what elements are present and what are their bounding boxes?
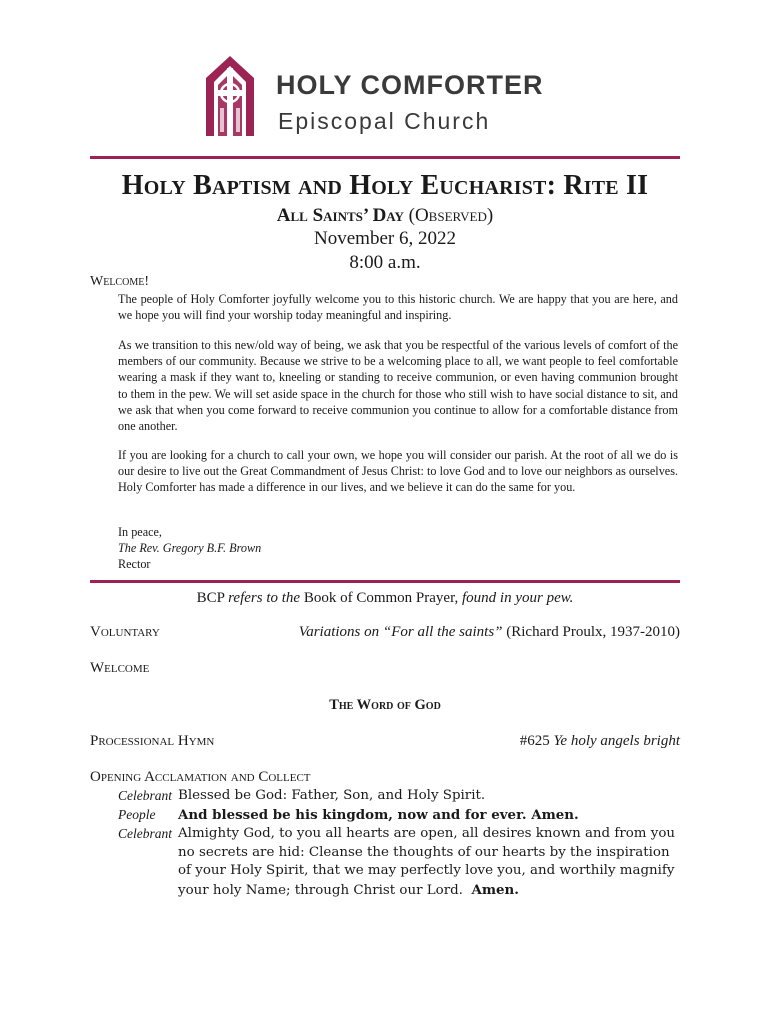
liturgy-text: Blessed be God: Father, Son, and Holy Spirit.	[178, 788, 486, 803]
welcome-item: Welcome	[90, 660, 150, 676]
processional-label: Processional Hymn	[90, 733, 215, 749]
divider-top	[90, 156, 680, 159]
letter-closing: In peace,	[118, 525, 162, 539]
welcome-heading: Welcome!	[90, 274, 149, 289]
letter-signer: The Rev. Gregory B.F. Brown	[118, 541, 262, 555]
collect-text: Almighty God, to you all hearts are open, all desires known and from you no secrets are hid: Cleanse the thoughts of our hearts by the inspiration of your Holy Spirit, that we may perfectly love you, and worthily magnify your holy Name; through Christ our Lord.	[178, 826, 676, 898]
hymn-title: Ye holy angels bright	[553, 733, 680, 749]
liturgy-text: And blessed be his kingdom, now and for ever. Amen.	[178, 807, 579, 823]
occasion-note: (Observed)	[408, 205, 494, 226]
voluntary-detail	[299, 624, 680, 641]
divider-middle	[90, 580, 680, 583]
welcome-paragraph: If you are looking for a church to call your own, we hope you will consider our parish. At the root of all we do is our desire to live out the Great Commandment of Jesus Christ: to love God and to love our neighbors as ourselves. Holy Comforter has made a difference in our lives, and we believe it can do the same for you.	[118, 448, 678, 495]
bcp-found: found in your pew.	[461, 590, 574, 606]
voluntary-label: Voluntary	[90, 624, 160, 640]
bcp-note	[0, 590, 770, 607]
collect-response: Amen.	[471, 881, 519, 898]
bcp-refers: refers to the	[228, 590, 301, 606]
letter-signer-title: Rector	[118, 557, 151, 571]
bcp-abbrev: BCP	[196, 590, 225, 606]
welcome-paragraph: As we transition to this new/old way of being, we ask that you be respectful of the various levels of comfort of the members of our community. Because we strive to be a welcoming place to all, we want people to feel comfortable wearing a mask if they want to, kneeling or standing to receive communion, or even having communion brought to them in the pew. We will set aside space in the church for those who still wish to have social distance to sit, and we ask that when you come forward to receive communion you continue to allow for a comfortable distance from one another.	[118, 338, 678, 434]
voluntary-title: Variations on “For all the saints”	[298, 624, 503, 640]
voluntary-composer: (Richard Proulx, 1937-2010)	[506, 624, 680, 640]
speaker-label: People	[118, 807, 156, 822]
liturgy-text	[178, 825, 682, 900]
service-date: November 6, 2022	[314, 228, 456, 249]
speaker-label: Celebrant	[118, 788, 172, 803]
church-subtitle: Episcopal Church	[278, 108, 491, 134]
service-time: 8:00 a.m.	[349, 252, 421, 273]
church-name: HOLY COMFORTER	[276, 70, 544, 100]
occasion-line	[0, 205, 770, 227]
hymn-number: #625	[519, 733, 550, 749]
speaker-label: Celebrant	[118, 826, 172, 841]
welcome-paragraph: The people of Holy Comforter joyfully welcome you to this historic church. We are happy that you are here, and we hope you will find your worship today meaningful and inspiring.	[118, 292, 678, 323]
occasion-main: All Saints’ Day	[276, 205, 404, 226]
opening-heading: Opening Acclamation and Collect	[90, 769, 311, 785]
section-heading: The Word of God	[329, 697, 441, 713]
church-window-cross-icon	[200, 52, 260, 136]
bcp-book: Book of Common Prayer,	[303, 590, 459, 606]
processional-hymn	[520, 733, 680, 750]
page-title: Holy Baptism and Holy Eucharist: Rite II	[121, 170, 649, 201]
